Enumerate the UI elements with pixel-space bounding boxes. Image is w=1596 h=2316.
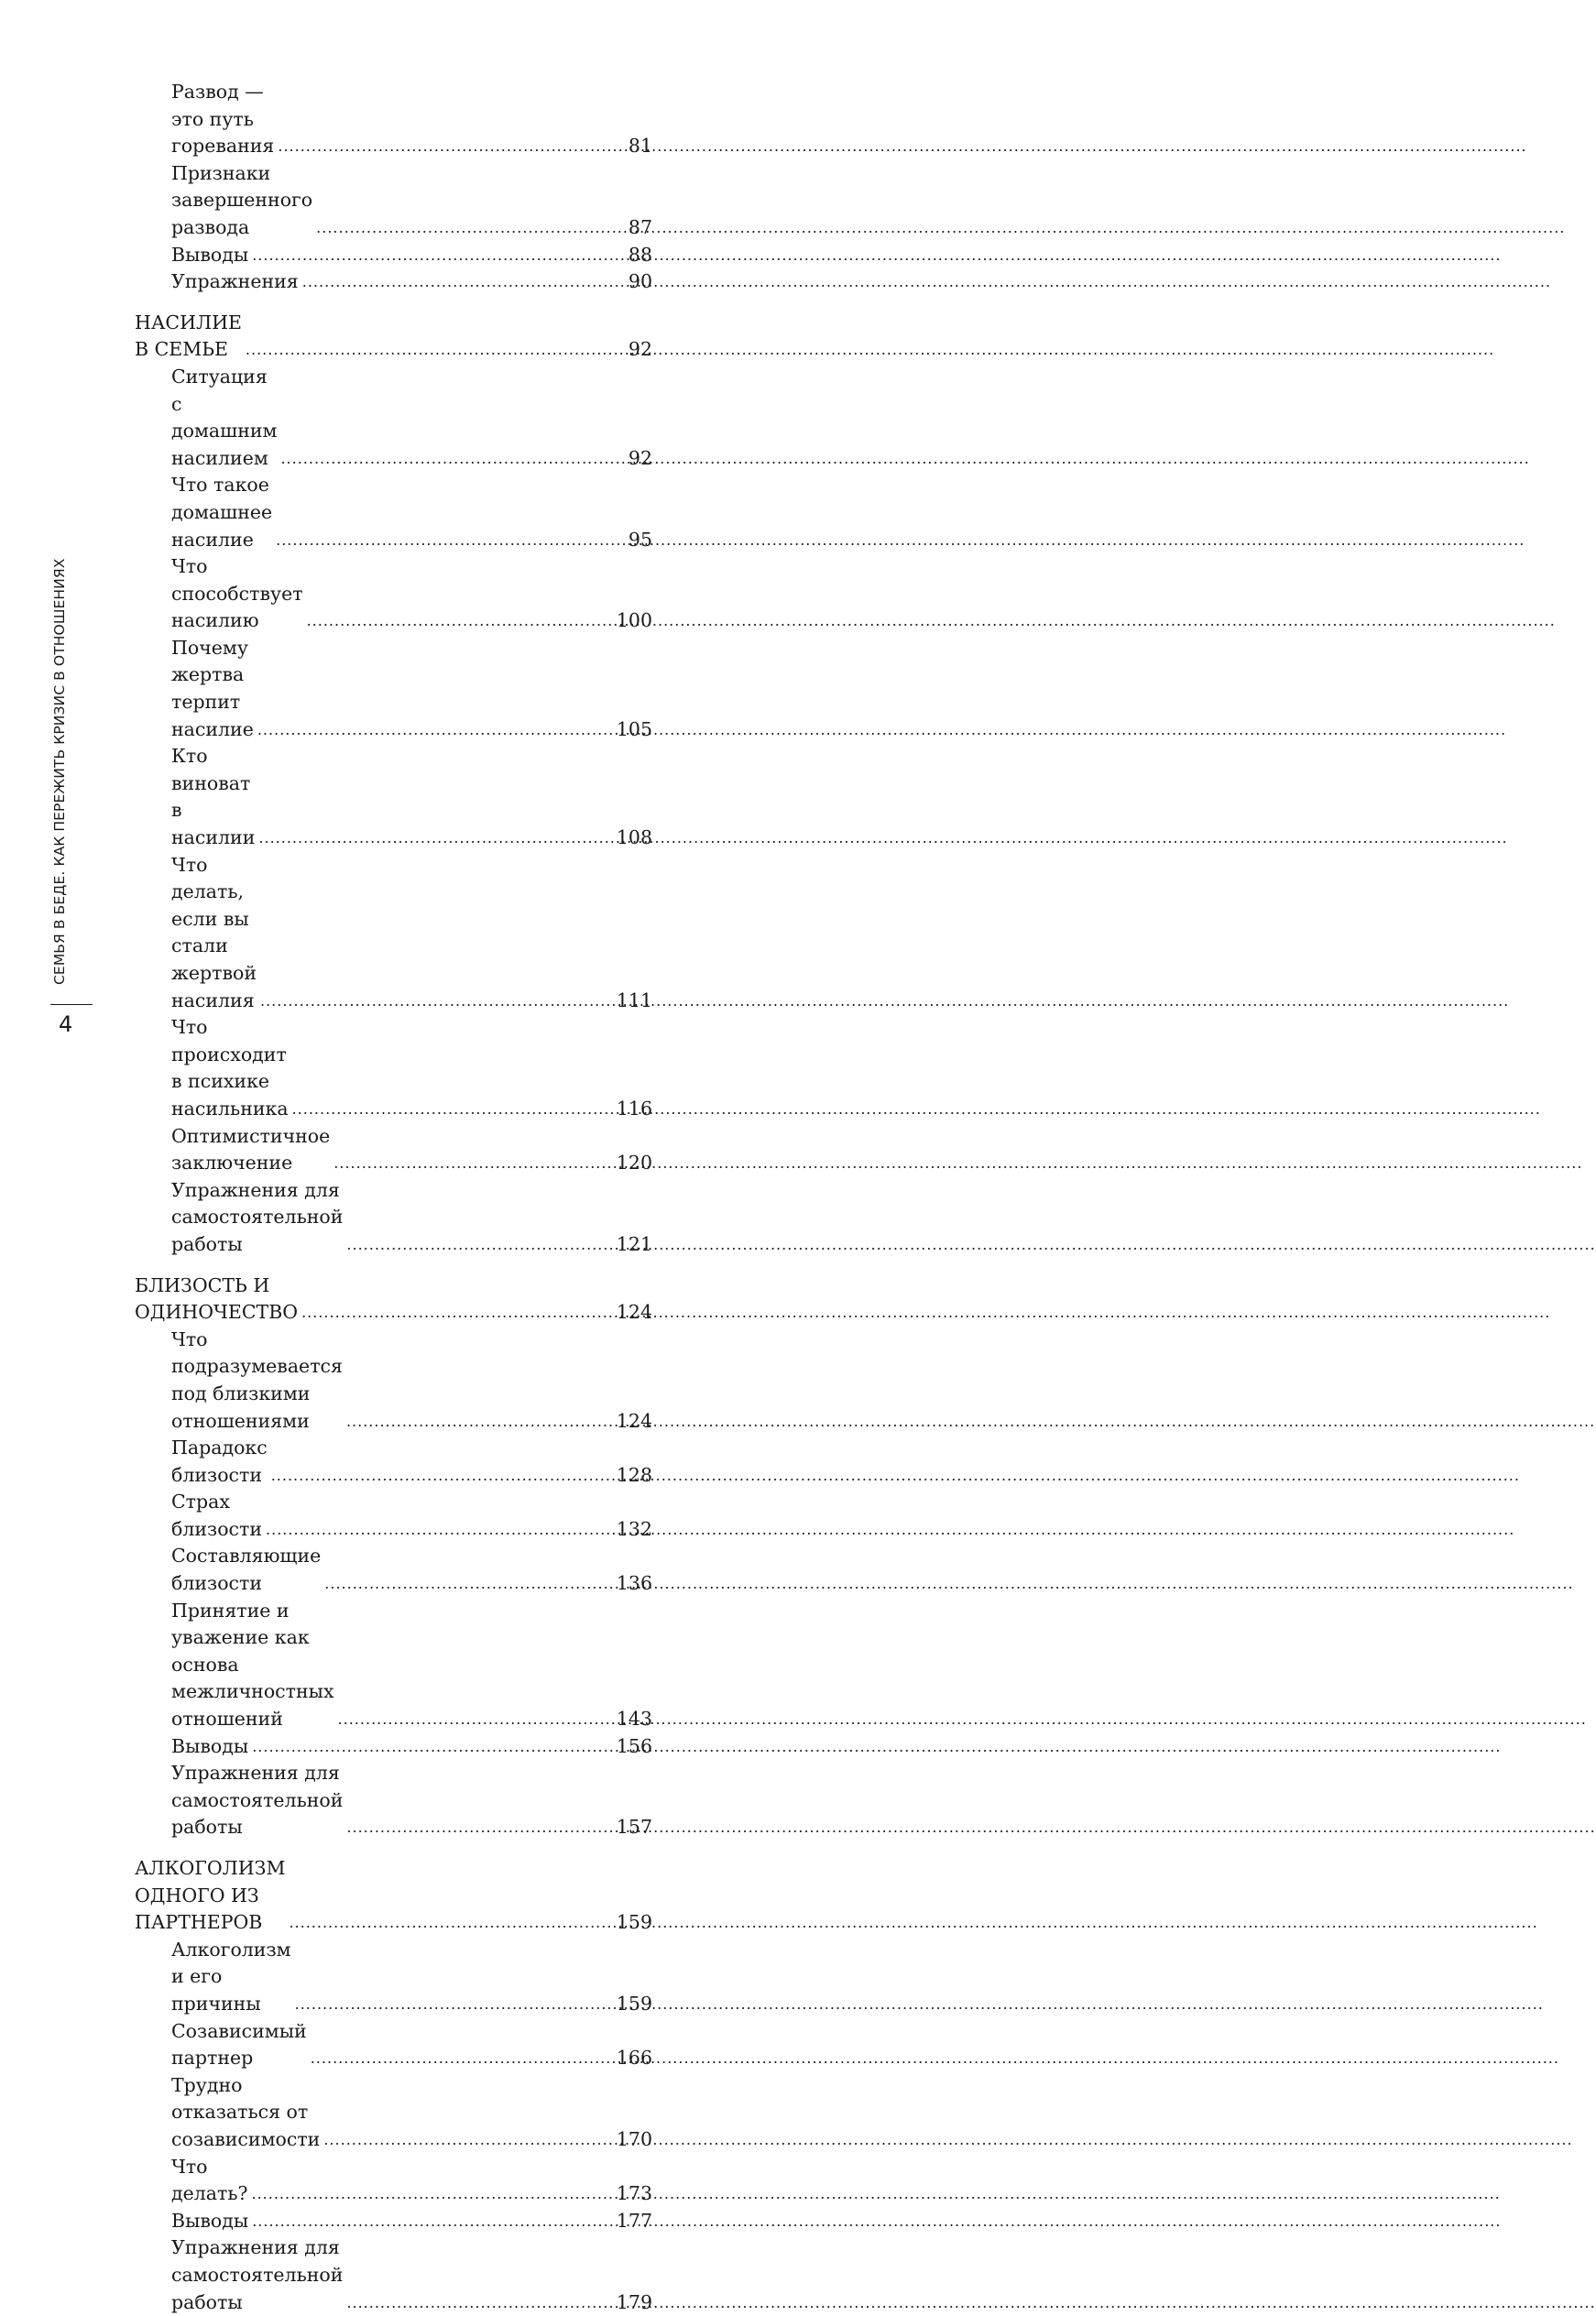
toc-chapter [135,1273,652,1327]
toc-entry-page: 87 [625,214,652,242]
dot-leader [280,445,1529,473]
dot-leader [266,1516,1514,1544]
toc-entry-title: Страх близости [171,1489,262,1543]
toc-entry-title: Парадокс близости [171,1435,268,1489]
toc-entry-page: 177 [617,2208,652,2235]
toc-entry-title-wrap [171,1937,617,2018]
toc-entry-page: 120 [617,1150,652,1177]
toc-entry-page: 111 [617,988,652,1015]
toc-section [135,1760,652,1841]
toc-section [135,1435,652,1489]
dot-leader [278,133,1526,160]
toc-entry-title: Алкоголизм и его причины [171,1937,291,2018]
toc-entry-title-wrap [171,1435,617,1489]
dot-leader [324,1570,1573,1598]
toc-chapter [135,1855,652,1937]
toc-entry-title: Почему жертва терпит насилие [171,635,254,743]
toc-section [135,2208,652,2235]
toc-entry-page: 159 [617,1909,652,1937]
dot-leader [252,2208,1501,2235]
toc-section [135,553,652,635]
toc-section [135,1937,652,2018]
toc-entry-title: Упражнения для самостоятельной работы [171,1760,343,1841]
dot-leader [346,1231,1595,1259]
dot-leader [307,607,1556,635]
dot-leader [302,268,1551,296]
toc-entry-title-wrap [135,1855,617,1937]
toc-entry-title-wrap [171,1489,617,1543]
toc-entry-page: 173 [617,2180,652,2208]
toc-entry-title: Созависимый партнер [171,2018,307,2072]
toc-entry-title-wrap [171,635,617,743]
toc-entry-title: Что происходит в психике насильника [171,1014,289,1122]
toc-entry-title-wrap [171,1123,617,1177]
toc-entry-title-wrap [171,2018,617,2072]
toc-section [135,1598,652,1733]
dot-leader [252,242,1501,269]
toc-section [135,1177,652,1259]
toc-entry-page: 88 [625,242,652,269]
dot-leader [252,1733,1501,1761]
toc-entry-title: Что такое домашнее насилие [171,472,272,553]
toc-entry-title: Выводы [171,2208,248,2235]
toc-entry-title-wrap [135,310,625,364]
dot-leader [338,1706,1587,1733]
toc-entry-title-wrap [171,1733,617,1761]
toc-entry-page: 132 [617,1516,652,1544]
toc-entry-page: 170 [617,2126,652,2154]
toc-entry-title-wrap [171,472,625,553]
toc-entry-title-wrap [171,1177,617,1259]
toc-entry-page: 124 [617,1299,652,1327]
toc-entry-title-wrap [135,1273,617,1327]
toc-entry-title: Ситуация с домашним насилием [171,364,277,472]
toc-entry-page: 105 [617,716,652,744]
toc-entry-title: Что делать? [171,2154,248,2208]
toc-entry-page: 108 [617,825,652,852]
toc-section [135,1123,652,1177]
dot-leader [346,1408,1595,1436]
toc-entry-title-wrap [171,553,617,635]
dot-leader [260,988,1509,1015]
running-head [51,948,70,985]
running-head-rule [50,1004,93,1005]
toc-entry-title: Выводы [171,1733,248,1761]
toc-entry-title: Выводы [171,242,248,269]
toc-entry-title: Упражнения для самостоятельной работы [171,1177,343,1259]
dot-leader [346,1814,1595,1841]
toc-entry-title-wrap [171,2072,617,2154]
toc-entry-page: 81 [625,133,652,160]
toc-entry-title-wrap [171,242,625,269]
toc-entry-page: 143 [617,1706,652,1733]
toc-section [135,1543,652,1597]
toc-section [135,2018,652,2072]
toc-section [135,1489,652,1543]
toc-section [135,2234,652,2316]
dot-leader [276,527,1525,554]
dot-leader [252,2180,1501,2208]
dot-leader [346,2289,1595,2316]
toc-entry-page: 124 [617,1408,652,1436]
toc-entry-title-wrap [171,2154,617,2208]
toc-entry-title: Составляющие близости [171,1543,321,1597]
toc-entry-title-wrap [171,364,625,472]
dot-leader [316,214,1565,242]
toc-entry-title-wrap [171,1543,617,1597]
page-number: 4 [59,1011,72,1037]
dot-leader [257,716,1506,744]
toc-entry-title: НАСИЛИЕ В СЕМЬЕ [135,310,242,364]
toc-section [135,1327,652,1435]
toc-entry-page: 95 [625,527,652,554]
toc-entry-title: Что способствует насилию [171,553,303,635]
toc-section [135,743,652,851]
toc-entry-title: Упражнения для самостоятельной работы [171,2234,343,2316]
toc-chapter [135,310,652,364]
toc-section [135,635,652,743]
toc-entry-page: 128 [617,1462,652,1490]
toc-entry-page: 157 [617,1814,652,1841]
dot-leader [311,2045,1559,2072]
toc-section [135,268,652,296]
toc-section [135,160,652,242]
toc-entry-page: 179 [617,2289,652,2316]
dot-leader [292,1096,1541,1123]
toc-entry-title-wrap [171,1760,617,1841]
toc-entry-title: Что делать, если вы стали жертвой насилия [171,852,257,1015]
toc-entry-title: Что подразумевается под близкими отношениями [171,1327,343,1435]
toc-section [135,2072,652,2154]
toc-entry-title: Кто виноват в насилии [171,743,255,851]
toc-entry-title-wrap [171,2208,617,2235]
toc-entry-title-wrap [171,268,625,296]
toc-entry-title-wrap [171,2234,617,2316]
toc-entry-page: 121 [617,1231,652,1259]
toc-entry-page: 159 [617,1991,652,2018]
toc-section [135,852,652,1015]
toc-entry-title: АЛКОГОЛИЗМ ОДНОГО ИЗ ПАРТНЕРОВ [135,1855,285,1937]
toc-entry-title: Упражнения [171,268,299,296]
toc-entry-title: Признаки завершенного развода [171,160,312,242]
book-title-running-head: СЕМЬЯ В БЕДЕ. КАК ПЕРЕЖИТЬ КРИЗИС В ОТНОШЕНИЯХ [51,600,68,985]
toc-entry-page: 166 [617,2045,652,2072]
toc-entry-page: 92 [625,336,652,364]
toc-entry-title-wrap [171,743,617,851]
toc-entry-page: 100 [617,607,652,635]
toc-section [135,472,652,553]
toc-entry-title-wrap [171,1327,617,1435]
dot-leader [289,1909,1537,1937]
toc-entry-title-wrap [171,79,625,160]
dot-leader [301,1299,1550,1327]
toc-entry-title: Принятие и уважение как основа межличностных отношений [171,1598,334,1733]
dot-leader [246,336,1494,364]
dot-leader [323,2126,1572,2154]
toc-entry-title: Трудно отказаться от созависимости [171,2072,320,2154]
toc-section [135,242,652,269]
toc-section [135,1733,652,1761]
toc-entry-page: 156 [617,1733,652,1761]
toc-entry-page: 136 [617,1570,652,1598]
toc-entry-title: Оптимистичное заключение [171,1123,330,1177]
toc-entry-title-wrap [171,1014,617,1122]
toc-section [135,79,652,160]
toc-entry-title: Развод — это путь горевания [171,79,274,160]
toc-entry-page: 116 [617,1096,652,1123]
toc-entry-title: БЛИЗОСТЬ И ОДИНОЧЕСТВО [135,1273,298,1327]
toc-section [135,1014,652,1122]
toc-entry-title-wrap [171,160,625,242]
toc-section [135,364,652,472]
dot-leader [258,825,1507,852]
toc-section [135,2154,652,2208]
toc-entry-page: 90 [625,268,652,296]
dot-leader [295,1991,1544,2018]
toc-entry-page: 92 [625,445,652,473]
dot-leader [271,1462,1520,1490]
toc-entry-title-wrap [171,852,617,1015]
toc-entry-title-wrap [171,1598,617,1733]
dot-leader [333,1150,1582,1177]
table-of-contents [135,79,652,2316]
